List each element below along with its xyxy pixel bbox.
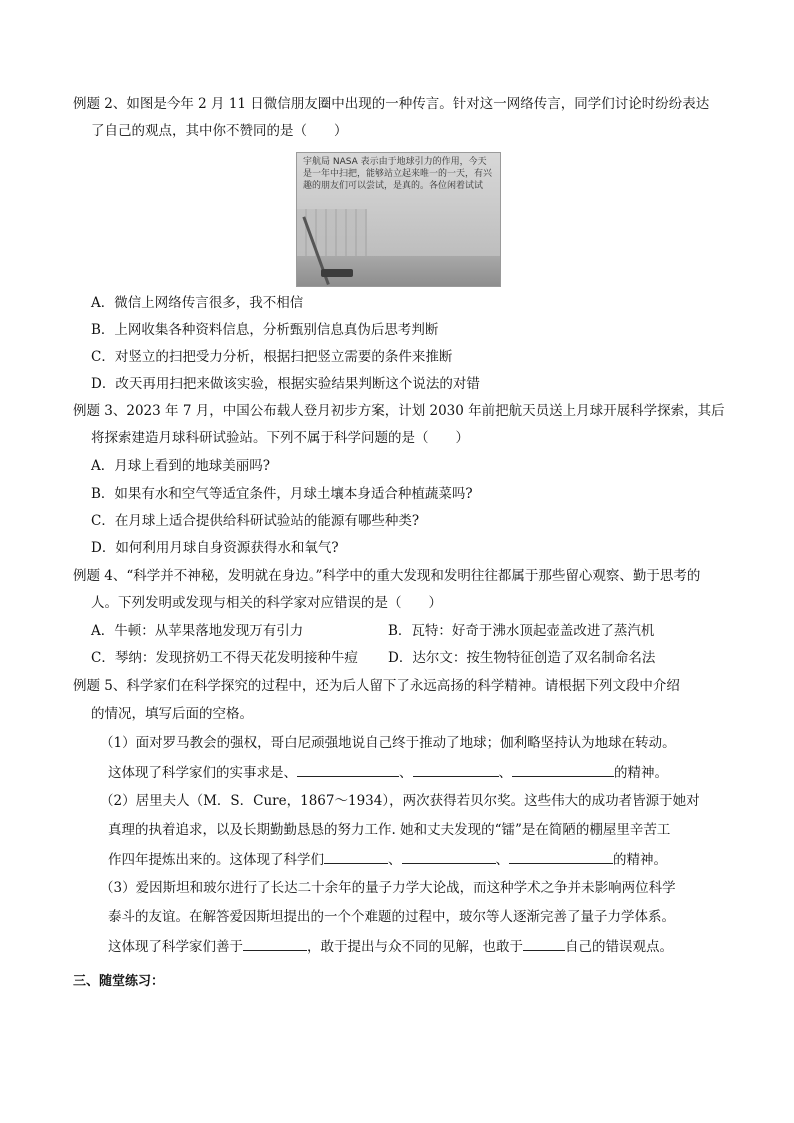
ex3-line2: 将探索建造月球科研试验站。下列不属于科学问题的是（ ）	[91, 430, 469, 446]
ex2-option-d: D．改天再用扫把来做该实验，根据实验结果判断这个说法的对错	[91, 376, 480, 392]
ex2-option-b: B．上网收集各种资料信息，分析甄别信息真伪后思考判断	[91, 322, 439, 338]
ex5-line2: 的情况，填写后面的空格。	[91, 706, 253, 722]
ex2-option-a: A．微信上网络传言很多，我不相信	[91, 295, 304, 311]
ex5-p2-line2: 真理的执着追求，以及长期勤勤恳恳的努力工作. 她和丈夫发现的“镭”是在简陋的棚屋里辛苦工	[108, 822, 671, 838]
blank-5[interactable]	[402, 849, 496, 864]
ex5-line1: 例题 5、科学家们在科学探究的过程中，还为后人留下了永远高扬的科学精神。请根据下列文段中介绍	[73, 678, 680, 694]
ex3-option-d: D．如何利用月球自身资源获得水和氧气?	[91, 540, 339, 556]
ex2-option-c: C．对竖立的扫把受力分析，根据扫把竖立需要的条件来推断	[91, 349, 453, 365]
ex5-p3-line3	[108, 936, 673, 957]
blank-7[interactable]	[243, 936, 307, 951]
ex5-p1-line1: （1）面对罗马教会的强权，哥白尼顽强地说自己终于推动了地球；伽利略坚持认为地球在转动。	[100, 735, 676, 751]
ex3-option-b: B．如果有水和空气等适宜条件，月球土壤本身适合种植蔬菜吗?	[91, 486, 473, 502]
section-heading: 三、随堂练习：	[73, 974, 165, 989]
ex5-p3-text-b: ，敢于提出与众不同的见解，也敢于	[307, 939, 523, 955]
ex5-p2-line3	[108, 849, 667, 870]
blank-1[interactable]	[297, 762, 399, 777]
blank-6[interactable]	[509, 849, 613, 864]
ex5-p2-sep-1: 、	[388, 852, 402, 868]
broom-head	[321, 269, 353, 277]
ex3-option-c: C．在月球上适合提供给科研试验站的能源有哪些种类?	[91, 513, 420, 529]
ex5-p1-end: 的精神。	[614, 765, 668, 781]
ex5-p3-line2: 泰斗的友谊。在解答爱因斯坦提出的一个个难题的过程中，玻尔等人逐渐完善了量子力学体系。	[108, 909, 675, 925]
ex5-p1-line2	[108, 762, 668, 783]
blank-4[interactable]	[324, 849, 388, 864]
ex5-p3-text-a: 这体现了科学家们善于	[108, 939, 243, 955]
ex4-option-d: D．达尔文：按生物特征创造了双名制命名法	[388, 650, 656, 666]
ex5-p1-sep-2: 、	[498, 765, 512, 781]
ex4-option-a: A．牛顿：从苹果落地发现万有引力	[91, 623, 304, 639]
blank-8[interactable]	[523, 936, 565, 951]
ex5-p2-line1: （2）居里夫人（M．S．Cure，1867～1934），两次获得若贝尔奖。这些伟大的成功者皆源于她对	[100, 793, 700, 809]
ex5-p3-line1: （3）爱因斯坦和玻尔进行了长达二十余年的量子力学大论战，而这种学术之争并未影响两位科学	[100, 880, 676, 896]
blank-3[interactable]	[512, 762, 614, 777]
ex2-line2: 了自己的观点，其中你不赞同的是（ ）	[91, 123, 348, 139]
ex4-option-c: C．琴纳：发现挤奶工不得天花发明接种牛痘	[91, 650, 358, 666]
ex4-option-b: B．瓦特：好奇于沸水顶起壶盖改进了蒸汽机	[388, 623, 655, 639]
image-caption: 宇航局 NASA 表示由于地球引力的作用，今天是一年中扫把，能够站立起来唯一的一天，有兴趣的朋友们可以尝试，是真的。各位闲着试试	[303, 157, 493, 191]
ex5-p2-sep-2: 、	[495, 852, 509, 868]
ex5-p1-sep-1: 、	[399, 765, 413, 781]
ex3-option-a: A．月球上看到的地球美丽吗?	[91, 458, 270, 474]
ex2-line1: 例题 2、如图是今年 2 月 11 日微信朋友圈中出现的一种传言。针对这一网络传言，同学们讨论时纷纷表达	[73, 96, 710, 112]
ex3-line1: 例题 3、2023 年 7 月，中国公布载人登月初步方案，计划 2030 年前把航天员送上月球开展科学探索，其后	[73, 403, 725, 419]
ex4-line1: 例题 4、“科学并不神秘，发明就在身边。”科学中的重大发现和发明往往都属于那些留心观察、勤于思考的	[73, 568, 701, 584]
ex5-p1-text: 这体现了科学家们的实事求是、	[108, 765, 297, 781]
ex5-p2-end: 的精神。	[613, 852, 667, 868]
ex5-p2-text: 作四年提炼出来的。这体现了科学们	[108, 852, 324, 868]
ex4-line2: 人。下列发明或发现与相关的科学家对应错误的是（ ）	[91, 595, 442, 611]
rumor-screenshot-image	[296, 152, 501, 287]
ex5-p3-end: 自己的错误观点。	[565, 939, 673, 955]
blank-2[interactable]	[413, 762, 499, 777]
